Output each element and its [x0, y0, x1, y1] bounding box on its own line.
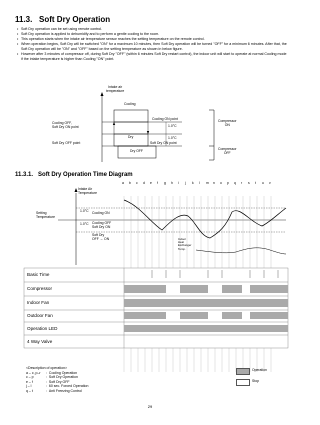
description-item: j – l : 60 sec. Forced Operation: [26, 384, 89, 389]
bullet-item: • This operation starts when the intake air temperature sensor reaches the setting temperature on the remote control.: [17, 37, 289, 42]
figure1-axis-arrow: [101, 92, 104, 96]
row-label-outdoor-fan: Outdoor Fan: [27, 313, 53, 318]
time-letter: k: [192, 181, 194, 185]
fig2-delta-bottom-label: 1.0°C: [80, 222, 89, 226]
legend-operation-swatch: [236, 368, 250, 375]
legend-stop-swatch: [236, 379, 250, 386]
delta-top-label: 1.0°C: [168, 124, 177, 128]
row-label-4-way-valve: 4 Way Valve: [27, 339, 53, 344]
time-letter: p: [227, 181, 229, 185]
time-letter: b: [129, 181, 131, 185]
fig2-delta-top-label: 1.0°C: [80, 209, 89, 213]
cooling-band: [114, 110, 148, 122]
time-letter: j: [185, 181, 186, 185]
cooling-off-soft-dry-on-point-label: Cooling OFF, Soft Dry ON point: [52, 121, 79, 129]
time-letter: s: [248, 181, 250, 185]
time-letter: v: [269, 181, 271, 185]
time-letter: n: [213, 181, 215, 185]
time-letter: d: [143, 181, 145, 185]
heat-exchanger-curve: [196, 248, 286, 254]
setting-temperature-label: Setting Temperature: [36, 211, 56, 219]
description-item: q – t : Anti Freezing Control: [26, 388, 82, 393]
fig2-intake-air-temperature-label: Intake Air Temperature: [78, 187, 98, 195]
subsection-heading: [15, 172, 133, 178]
legend-operation-label: Operation: [252, 368, 267, 372]
dry-label: Dry: [128, 135, 134, 139]
time-letter: a: [122, 181, 124, 185]
dry-off-label: Dry OFF: [130, 149, 143, 153]
description-item: e – f : Soft Dry OFF: [26, 379, 70, 384]
section-number: 11.3.: [15, 15, 33, 24]
row-label-basic-time: Basic Time: [27, 272, 50, 277]
cooling-on-label: Cooling ON: [92, 211, 110, 215]
time-letter: r: [241, 181, 243, 185]
intake-temp-curve: [124, 200, 286, 238]
intake-air-temperature-label: Intake air temperature: [106, 85, 125, 93]
time-letter: o: [220, 181, 222, 185]
description-item: a – c, p–r : Cooling Operation: [26, 370, 78, 375]
time-letter: l: [199, 181, 200, 185]
time-letter: h: [171, 181, 173, 185]
description-title: <Description of operation>: [26, 366, 68, 370]
row-label-indoor-fan: Indoor Fan: [27, 300, 50, 305]
time-letter: i: [178, 181, 179, 185]
compressor-off-label: Compressor OFF: [218, 147, 237, 155]
soft-dry-off-point-label: Soft Dry OFF point: [52, 141, 81, 145]
bullet-item: • Soft Dry operation is applied to dehumidify and to perform a gentle cooling to the room.: [17, 32, 289, 37]
timing-table: [24, 268, 288, 348]
subsection-number: 11.3.1.: [15, 172, 34, 178]
time-letters: [0, 182, 300, 188]
bullet-item: • When operation begins, Soft Dry will be switched "ON" for a maximum 10 minutes, then Soft Dry operation will be turned "OFF" for a minimum 6 minutes. After that, the Soft Dry operation will be "ON" and "OFF" based on the setting temperature as shown in below figure.: [17, 42, 289, 52]
compressor-on-label: Compressor ON: [218, 119, 237, 127]
cooling-on-point-label: Cooling ON point: [152, 117, 178, 121]
time-letter: g: [164, 181, 166, 185]
time-letter: q: [234, 181, 236, 185]
soft-dry-off-on-label: Soft Dry OFF → ON: [92, 233, 110, 241]
description-item: c – p : Soft Dry Operation: [26, 375, 78, 380]
row-label-operation-led: Operation LED: [27, 326, 58, 331]
time-letter: m: [206, 181, 209, 185]
time-letter: e: [150, 181, 152, 185]
bullet-item: • Soft Dry operation can be set using remote control.: [17, 27, 289, 32]
operation-description: [26, 366, 88, 394]
row-label-compressor: Compressor: [27, 286, 53, 291]
delta-bottom-label: 1.0°C: [168, 136, 177, 140]
time-letter: u: [262, 181, 264, 185]
cooling-label: Cooling: [124, 102, 136, 106]
subsection-title: Soft Dry Operation Time Diagram: [38, 172, 133, 178]
page-number: 29: [147, 404, 153, 409]
heat-exchanger-temp-label: Indoor Heat Exchanger Temp.: [178, 237, 192, 251]
time-letter: f: [157, 181, 158, 185]
time-letter: t: [255, 181, 256, 185]
cooling-off-soft-dry-on-label: Cooling OFF Soft Dry ON: [92, 221, 112, 229]
time-letter: c: [136, 181, 138, 185]
legend-stop-label: Stop: [252, 379, 259, 383]
bullet-item: • However after 3 minutes of compressor off, during Soft Dry "OFF" (within 6 minutes Soft Dry restart control), the indoor unit will start to operate at normal Cooling mode if the intake temperature is higher than Cooling "ON" point.: [17, 52, 289, 62]
soft-dry-on-point-label: Soft Dry ON point: [150, 141, 177, 145]
section-title: Soft Dry Operation: [39, 15, 111, 24]
